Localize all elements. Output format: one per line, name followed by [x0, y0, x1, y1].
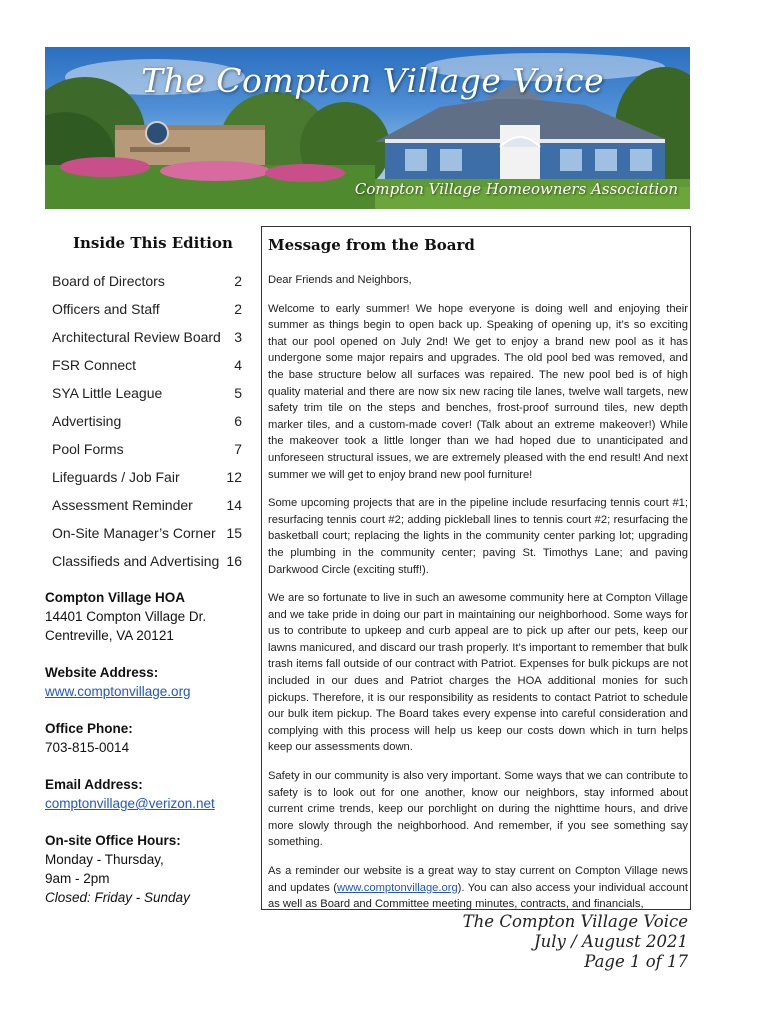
office-hours-days: Monday - Thursday, [45, 852, 164, 867]
toc-item-label: Pool Forms [52, 441, 124, 457]
phone-label: Office Phone: [45, 721, 133, 736]
address-line-2: Centreville, VA 20121 [45, 628, 174, 643]
footer-issue: July / August 2021 [534, 932, 688, 951]
toc-item [52, 410, 242, 438]
toc-item [52, 270, 242, 298]
greeting: Dear Friends and Neighbors, [268, 274, 412, 286]
website-link[interactable]: www.comptonvillage.org [45, 684, 191, 699]
toc-item-page: 4 [234, 357, 242, 373]
toc-item-page: 2 [234, 273, 242, 289]
toc-item-label: FSR Connect [52, 357, 137, 373]
toc-item-page: 3 [234, 329, 242, 345]
board-message-body [268, 272, 688, 910]
email-link[interactable]: comptonvillage@verizon.net [45, 796, 215, 811]
website-label: Website Address: [45, 665, 159, 680]
address-line-1: 14401 Compton Village Dr. [45, 609, 207, 624]
toc-item-page: 2 [234, 301, 242, 317]
toc-item-label: Advertising [52, 413, 122, 429]
toc-item-page: 7 [234, 441, 242, 457]
toc-item-label: Classifieds and Advertising [52, 553, 220, 569]
footer-page-number: Page 1 of 17 [584, 952, 688, 971]
org-name: Compton Village HOA [45, 590, 186, 605]
office-hours-time: 9am - 2pm [45, 871, 110, 886]
toc-item-page: 16 [226, 553, 242, 569]
website-text-after: ). You can also access your individual account as well as Board and Committee meeting minutes, contracts, and financials, [268, 881, 689, 910]
toc-item-label: Board of Directors [52, 273, 165, 289]
email-label: Email Address: [45, 777, 143, 792]
toc-item [52, 382, 242, 410]
paragraph-safety: Safety in our community is also very important. Some ways that we can contribute to safety is to look out for one another, know our neighbors, stay informed about current crime trends, keep our porchlight on during the nighttime hours, and drive more slowly through the neighborhood. And remember, if you see something say something. [268, 770, 688, 849]
toc-item [52, 326, 242, 354]
toc-item-page: 14 [226, 497, 242, 513]
board-message-box [261, 226, 691, 910]
toc-item-page: 6 [234, 413, 242, 429]
paragraph-website [268, 863, 688, 910]
association-name: Compton Village Homeowners Association [354, 180, 678, 198]
toc-item [52, 354, 242, 382]
office-hours-label: On-site Office Hours: [45, 833, 181, 848]
contact-info [45, 588, 255, 907]
paragraph-pool: Welcome to early summer! We hope everyone is doing well and enjoying their summer as things begin to open back up. Speaking of opening up, it’s so exciting that our pool opened on July 2nd! We get to enjoy a brand new pool as it has undergone some major repairs and upgrades. The old pool bed was removed, and the base structure below all surfaces was repaired. The new pool bed is of high quality material and there are now six new racing tile lanes, twelve wall targets, new safety trim tile on the steps and benches, frost-proof surround tiles, new depth marker tiles, and a custom-made cover! (Talk about an extreme makeover!) While the makeover took a little longer than we had hoped due to unanticipated and unforeseen structural issues, we are extremely pleased with the end result! And next summer we will get to enjoy brand new pool furniture! [268, 302, 688, 481]
toc-item-label: On-Site Manager’s Corner [52, 525, 216, 541]
toc-item-page: 12 [226, 469, 242, 485]
paragraph-trash: We are so fortunate to live in such an awesome community here at Compton Village and we take pride in doing our part in maintaining our neighborhood. Some ways for us to contribute to upkeep and curb appeal are to pick up after our pets, keep our lawns manicured, and discard our trash properly. It’s important to remember that bulk trash items fall outside of our contract with Patriot. Expenses for bulk pickups are not included in our dues and Patriot charges the HOA additional monies for such pickups. Therefore, it is our responsibility as residents to contact Patriot to schedule our bulk item pickup. The Board takes every expense into careful consideration and complying with this process will help us keep our costs down which in turn helps keep our assessments down. [268, 592, 688, 754]
toc-item [52, 298, 242, 326]
toc-item [52, 522, 242, 550]
toc-item [52, 550, 242, 578]
table-of-contents [52, 270, 242, 578]
newsletter-title: The Compton Village Voice [141, 61, 605, 100]
masthead-banner [45, 47, 690, 209]
website-text-before: As a reminder our website is a great way to stay current on Compton Village news and updates ( [268, 865, 688, 894]
toc-item [52, 466, 242, 494]
toc-item-label: Officers and Staff [52, 301, 160, 317]
toc-item-label: Assessment Reminder [52, 497, 193, 513]
website-inline-link[interactable]: www.comptonvillage.org [337, 881, 458, 894]
office-closed-days: Closed: Friday - Sunday [45, 890, 190, 905]
toc-heading: Inside This Edition [73, 234, 233, 252]
toc-item-page: 5 [234, 385, 242, 401]
footer-title: The Compton Village Voice [462, 912, 688, 931]
toc-item [52, 494, 242, 522]
toc-item-label: Architectural Review Board [52, 329, 221, 345]
board-message-heading: Message from the Board [268, 236, 475, 254]
phone-number: 703-815-0014 [45, 740, 130, 755]
toc-item [52, 438, 242, 466]
toc-item-label: SYA Little League [52, 385, 163, 401]
paragraph-projects: Some upcoming projects that are in the pipeline include resurfacing tennis court #1; resurfacing tennis court #2; adding pickleball lines to tennis court #2; resurfacing the basketball court; replacing the lights in the community center parking lot; upgrading the plumbing in the community center; paving St. Timothys Lane; and paving Darkwood Circle (exciting stuff!). [268, 497, 688, 576]
toc-item-label: Lifeguards / Job Fair [52, 469, 180, 485]
toc-item-page: 15 [226, 525, 242, 541]
page-footer [463, 912, 688, 972]
